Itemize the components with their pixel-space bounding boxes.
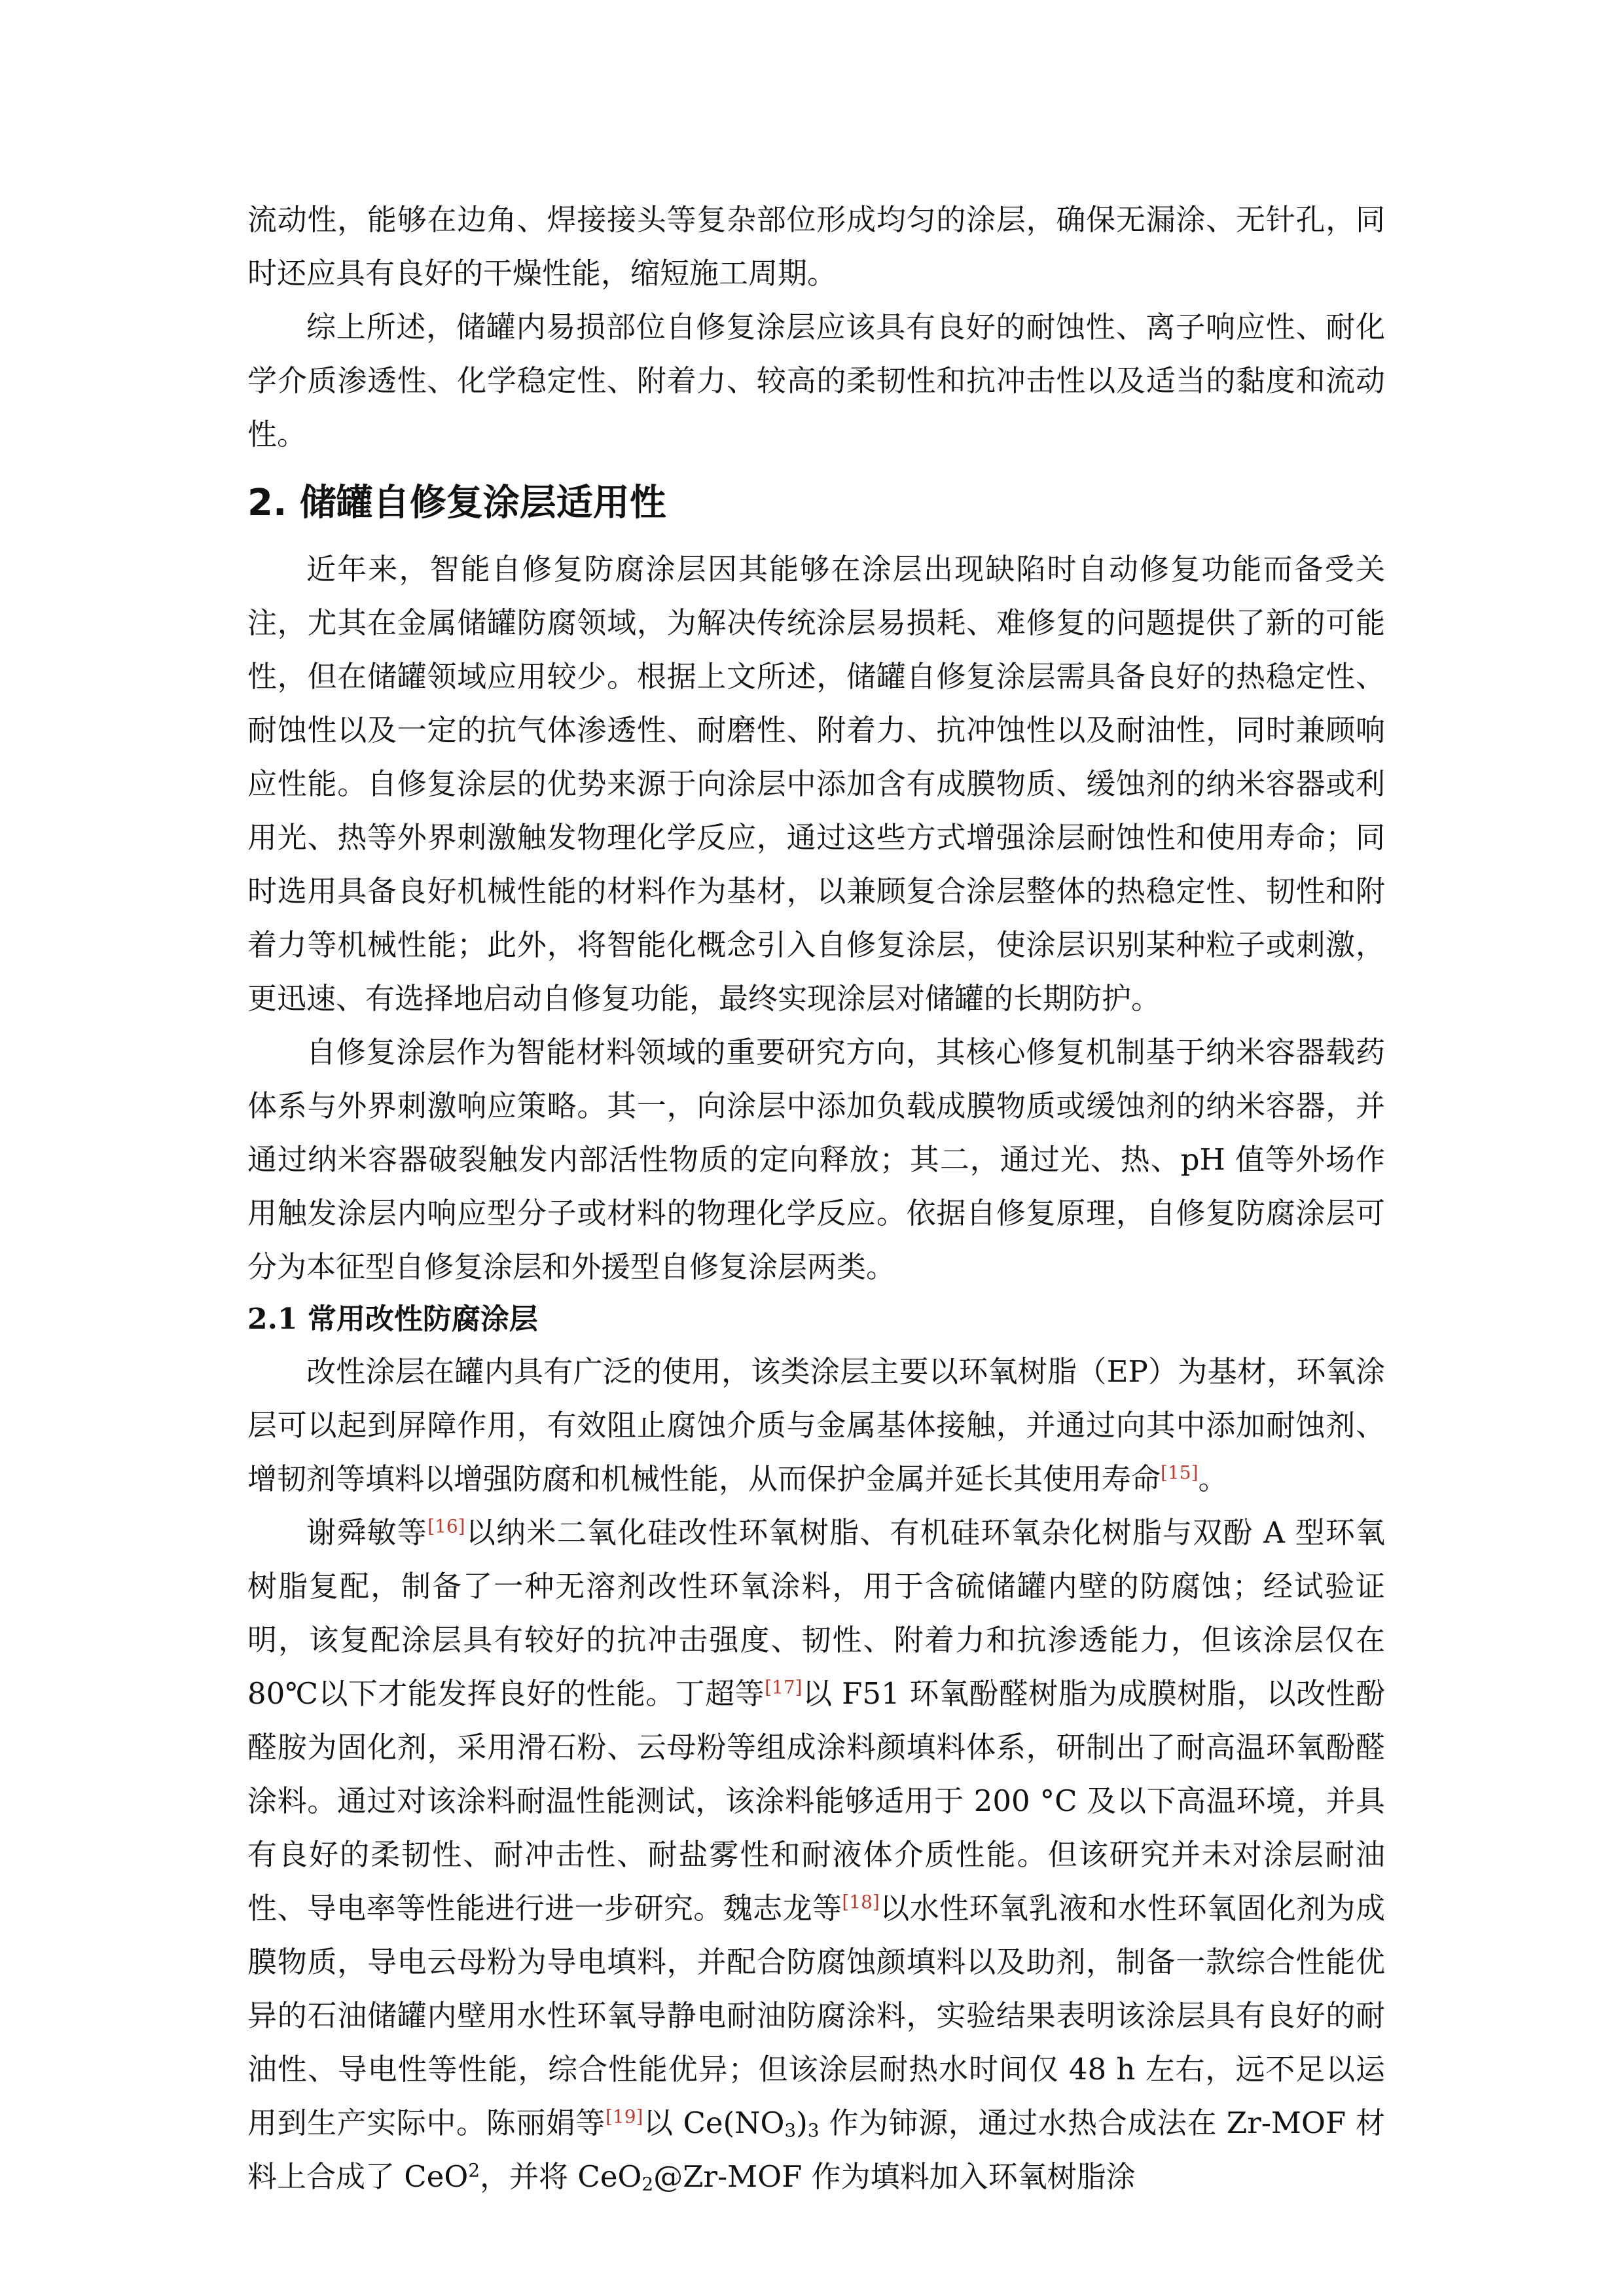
text-run: 以 Ce(NO [643, 2106, 785, 2140]
subsection-paragraph-2 [247, 1506, 1385, 2204]
text-run: 作为铈源，通过水热合成法在 Zr-MOF 材料上合成了 CeO [247, 2106, 1385, 2194]
subscript: 2 [641, 2173, 654, 2195]
citation-18[interactable]: [18] [842, 1891, 880, 1913]
page-content [247, 193, 1385, 2204]
text-run: 以 F51 环氧酚醛树脂为成膜树脂，以改性酚醛胺为固化剂，采用滑石粉、云母粉等组成涂料颜填料体系，研制出了耐高温环氧酚醛涂料。通过对该涂料耐温性能测试，该涂料能够适用于 200 °C 及以下高温环境，并具有良好的柔韧性、耐冲击性、耐盐雾性和耐液体介质性能。但该研究并未对涂层耐油性、导电率等性能进行进一步研究。魏志龙等 [247, 1676, 1386, 1926]
citation-16[interactable]: [16] [427, 1515, 465, 1537]
section-heading-2: 2. 储罐自修复涂层适用性 [247, 482, 666, 524]
subsection-heading-2-1: 2.1 常用改性防腐涂层 [247, 1302, 538, 1336]
text-run: ) [796, 2106, 808, 2140]
subsection-paragraph-1 [247, 1345, 1385, 1506]
summary-paragraph: 综上所述，储罐内易损部位自修复涂层应该具有良好的耐蚀性、离子响应性、耐化学介质渗透性、化学稳定性、附着力、较高的柔韧性和抗冲击性以及适当的黏度和流动性。 [247, 310, 1385, 452]
text-run: 以水性环氧乳液和水性环氧固化剂为成膜物质，导电云母粉为导电填料，并配合防腐蚀颜填料以及助剂，制备一款综合性能优异的石油储罐内壁用水性环氧导静电耐油防腐涂料，实验结果表明该涂层具有良好的耐油性、导电性等性能，综合性能优异；但该涂层耐热水时间仅 48 h 左右，远不足以运用到生产实际中。陈丽娟等 [247, 1891, 1385, 2140]
text-run: @Zr-MOF 作为填料加入环氧树脂涂 [653, 2159, 1136, 2194]
citation-17[interactable]: [17] [765, 1676, 803, 1698]
citation-19[interactable]: [19] [605, 2106, 643, 2128]
section2-paragraph-2: 自修复涂层作为智能材料领域的重要研究方向，其核心修复机制基于纳米容器载药体系与外界刺激响应策略。其一，向涂层中添加负载成膜物质或缓蚀剂的纳米容器，并通过纳米容器破裂触发内部活性物质的定向释放；其二，通过光、热、pH 值等外场作用触发涂层内响应型分子或材料的物理化学反应。依据自修复原理，自修复防腐涂层可分为本征型自修复涂层和外援型自修复涂层两类。 [247, 1035, 1385, 1284]
text-run: 谢舜敏等 [306, 1515, 428, 1550]
citation-15[interactable]: [15] [1161, 1462, 1199, 1484]
text-run: 改性涂层在罐内具有广泛的使用，该类涂层主要以环氧树脂（EP）为基材，环氧涂层可以起到屏障作用，有效阻止腐蚀介质与金属基体接触，并通过向其中添加耐蚀剂、增韧剂等填料以增强防腐和机械性能，从而保护金属并延长其使用寿命 [247, 1354, 1385, 1496]
subscript: 3 [784, 2119, 797, 2142]
superscript: 2 [468, 2159, 480, 2181]
paragraph-continuation: 流动性，能够在边角、焊接接头等复杂部位形成均匀的涂层，确保无漏涂、无针孔，同时还应具有良好的干燥性能，缩短施工周期。 [247, 202, 1385, 291]
text-run: 。 [1198, 1462, 1228, 1496]
text-run: 以纳米二氧化硅改性环氧树脂、有机硅环氧杂化树脂与双酚 A 型环氧树脂复配，制备了一种无溶剂改性环氧涂料，用于含硫储罐内壁的防腐蚀；经试验证明，该复配涂层具有较好的抗冲击强度、韧性、附着力和抗渗透能力，但该涂层仅在 80℃以下才能发挥良好的性能。丁超等 [247, 1515, 1385, 1711]
subscript: 3 [807, 2119, 820, 2142]
section2-paragraph-1: 近年来，智能自修复防腐涂层因其能够在涂层出现缺陷时自动修复功能而备受关注，尤其在金属储罐防腐领域，为解决传统涂层易损耗、难修复的问题提供了新的可能性，但在储罐领域应用较少。根据上文所述，储罐自修复涂层需具备良好的热稳定性、耐蚀性以及一定的抗气体渗透性、耐磨性、附着力、抗冲蚀性以及耐油性，同时兼顾响应性能。自修复涂层的优势来源于向涂层中添加含有成膜物质、缓蚀剂的纳米容器或利用光、热等外界刺激触发物理化学反应，通过这些方式增强涂层耐蚀性和使用寿命；同时选用具备良好机械性能的材料作为基材，以兼顾复合涂层整体的热稳定性、韧性和附着力等机械性能；此外，将智能化概念引入自修复涂层，使涂层识别某种粒子或刺激，更迅速、有选择地启动自修复功能，最终实现涂层对储罐的长期防护。 [247, 552, 1385, 1016]
text-run: ，并将 CeO [480, 2159, 642, 2194]
